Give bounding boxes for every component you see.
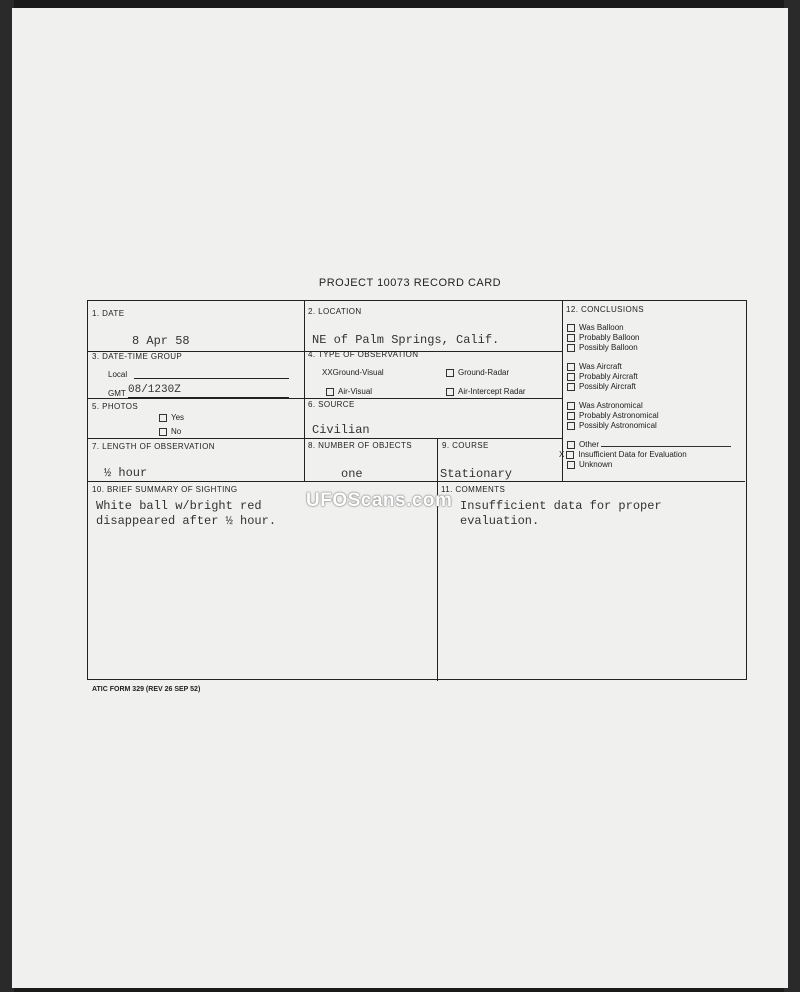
conclusion-item	[567, 362, 622, 371]
checkbox-icon	[566, 451, 574, 459]
card-title: PROJECT 10073 RECORD CARD	[318, 277, 502, 289]
photos-label: 5. PHOTOS	[92, 402, 139, 411]
conclusion-text: Probably Balloon	[579, 333, 640, 342]
source-value: Civilian	[312, 423, 370, 437]
other-underline	[601, 446, 731, 447]
conclusion-item	[567, 372, 638, 381]
conclusion-item	[567, 460, 612, 469]
conclusion-item	[567, 440, 731, 449]
checkbox-icon	[446, 369, 454, 377]
checkbox-icon	[567, 412, 575, 420]
conclusion-item	[567, 421, 657, 430]
local-underline	[134, 378, 289, 379]
conclusion-text: Was Balloon	[579, 323, 624, 332]
conclusion-text: Was Astronomical	[579, 401, 643, 410]
air-visual-text: Air-Visual	[338, 387, 373, 396]
ground-visual-mark: XX	[322, 368, 333, 377]
checkbox-icon	[567, 324, 575, 332]
conclusion-text: Possibly Aircraft	[579, 382, 636, 391]
checkbox-icon	[567, 363, 575, 371]
checkbox-icon	[567, 422, 575, 430]
ground-visual-text: Ground-Visual	[332, 368, 384, 377]
conclusion-item	[567, 333, 639, 342]
conclusion-item	[567, 401, 643, 410]
divider	[437, 438, 438, 681]
date-value: 8 Apr 58	[132, 334, 190, 348]
gmt-value: 08/1230Z	[128, 384, 181, 396]
checkbox-icon	[326, 388, 334, 396]
comments-label: 11. COMMENTS	[441, 485, 506, 494]
checked-mark: X	[559, 450, 565, 459]
photos-yes-option	[159, 413, 184, 422]
watermark: UFOScans.com	[306, 490, 453, 511]
objects-value: one	[341, 467, 363, 481]
air-visual-option	[326, 387, 372, 396]
photos-no-text: No	[171, 427, 182, 436]
photos-no-option	[159, 427, 181, 436]
conclusion-text: Unknown	[579, 460, 613, 469]
checkbox-icon	[567, 461, 575, 469]
checkbox-icon	[567, 344, 575, 352]
divider	[88, 398, 563, 399]
conclusions-label: 12. CONCLUSIONS	[566, 305, 645, 314]
ground-radar-text: Ground-Radar	[458, 368, 510, 377]
conclusion-text: Was Aircraft	[579, 362, 622, 371]
length-value: ½ hour	[104, 466, 148, 480]
conclusion-item	[567, 323, 624, 332]
divider	[88, 481, 745, 482]
checkbox-icon	[567, 441, 575, 449]
conclusion-text: Probably Aircraft	[579, 372, 638, 381]
divider	[88, 438, 563, 439]
photos-yes-text: Yes	[171, 413, 185, 422]
location-value: NE of Palm Springs, Calif.	[312, 333, 500, 347]
comments-line-2: evaluation.	[460, 514, 540, 528]
conclusion-text: Possibly Astronomical	[579, 421, 657, 430]
conclusion-item-checked	[559, 450, 687, 459]
conclusion-item	[567, 343, 638, 352]
gmt-underline	[128, 397, 289, 398]
date-label: 1. DATE	[92, 309, 125, 318]
dtg-label: 3. DATE-TIME GROUP	[92, 352, 183, 361]
checkbox-icon	[567, 373, 575, 381]
gmt-label: GMT	[108, 389, 126, 398]
summary-label: 10. BRIEF SUMMARY OF SIGHTING	[92, 485, 238, 494]
conclusion-text: Possibly Balloon	[579, 343, 638, 352]
checkbox-icon	[159, 414, 167, 422]
summary-line-2: disappeared after ½ hour.	[96, 514, 277, 528]
source-label: 6. SOURCE	[308, 400, 355, 409]
checkbox-icon	[567, 334, 575, 342]
divider	[304, 301, 305, 481]
objects-label: 8. NUMBER OF OBJECTS	[308, 441, 413, 450]
conclusion-text: Insufficient Data for Evaluation	[578, 450, 687, 459]
length-label: 7. LENGTH OF OBSERVATION	[92, 442, 215, 451]
location-label: 2. LOCATION	[308, 307, 362, 316]
conclusion-text: Probably Astronomical	[579, 411, 659, 420]
course-value: Stationary	[440, 467, 513, 481]
form-id: ATIC FORM 329 (REV 26 SEP 52)	[92, 686, 201, 693]
comments-line-1: Insufficient data for proper	[460, 499, 662, 513]
checkbox-icon	[567, 402, 575, 410]
observation-label: 4. TYPE OF OBSERVATION	[308, 350, 419, 359]
checkbox-icon	[446, 388, 454, 396]
air-intercept-text: Air-Intercept Radar	[458, 387, 526, 396]
conclusion-text: Other	[579, 440, 600, 449]
ground-visual-option	[322, 368, 384, 377]
conclusion-item	[567, 382, 636, 391]
summary-line-1: White ball w/bright red	[96, 499, 262, 513]
checkbox-icon	[567, 383, 575, 391]
checkbox-icon	[159, 428, 167, 436]
course-label: 9. COURSE	[442, 441, 489, 450]
ground-radar-option	[446, 368, 509, 377]
air-intercept-option	[446, 387, 526, 396]
local-label: Local	[108, 370, 128, 379]
conclusion-item	[567, 411, 659, 420]
